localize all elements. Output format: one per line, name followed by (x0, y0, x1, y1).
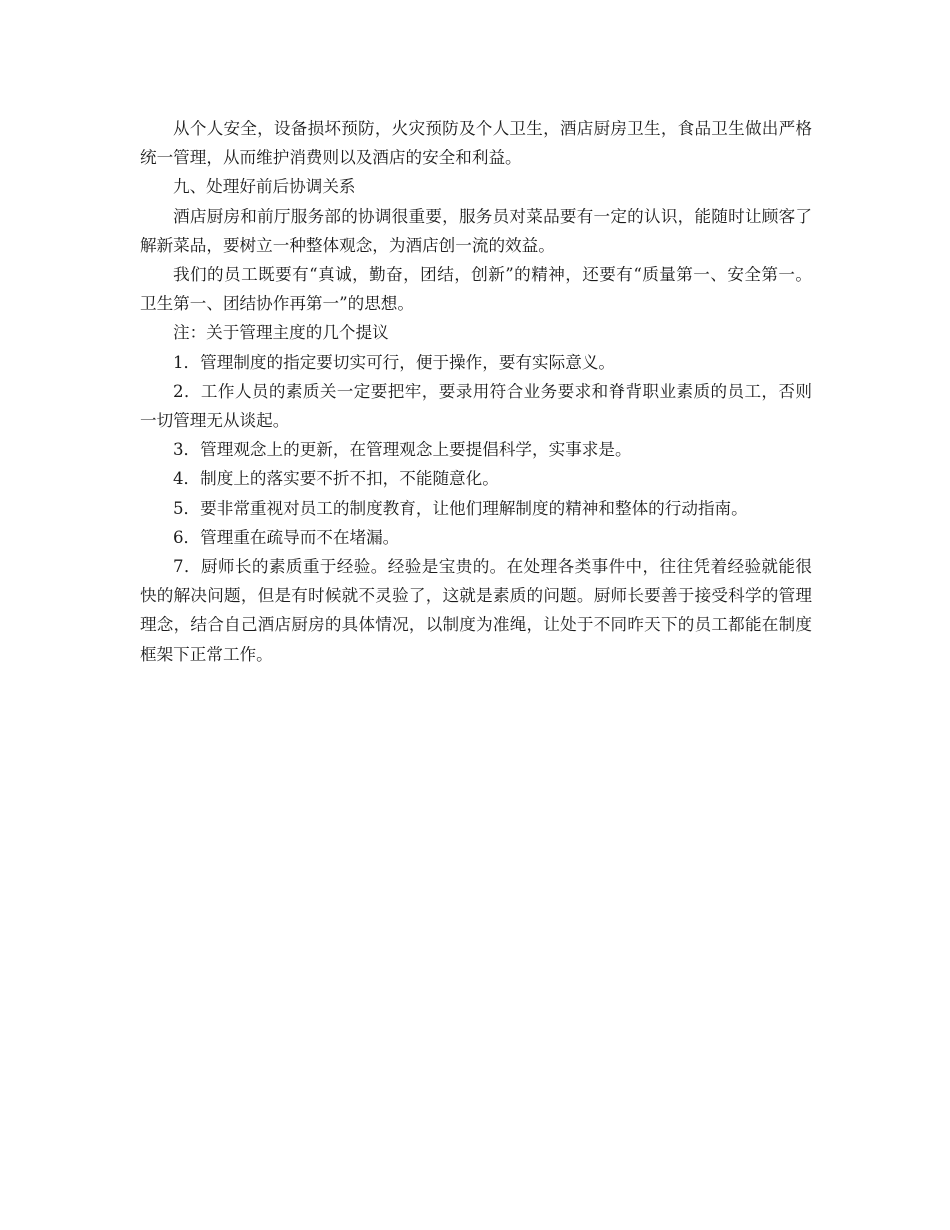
list-item-4: 4．制度上的落实要不折不扣，不能随意化。 (173, 469, 499, 489)
list-item-2: 2．工作人员的素质关一定要把牢，要录用符合业务要求和脊背职业素质的员工，否则一切管理无从谈起。 (140, 381, 812, 431)
list-item-7: 7．厨师长的素质重于经验。经验是宝贵的。在处理各类事件中，往往凭着经验就能很快的解决问题，但是有时候就不灵验了，这就是素质的问题。厨师长要善于接受科学的管理理念，结合自己酒店厨房的具体情况，以制度为准绳，让处于不同昨天下的员工都能在制度框架下正常工作。 (140, 557, 812, 664)
paragraph-staff-spirit: 我们的员工既要有“真诚，勤奋，团结，创新”的精神，还要有“质量第一、安全第一。卫生第一、团结协作再第一”的思想。 (140, 265, 812, 314)
note-heading-suggestions: 注：关于管理主度的几个提议 (173, 323, 389, 343)
document-body (140, 114, 812, 669)
list-item-5: 5．要非常重视对员工的制度教育，让他们理解制度的精神和整体的行动指南。 (173, 498, 748, 518)
list-item-3: 3．管理观念上的更新，在管理观念上要提倡科学，实事求是。 (173, 440, 632, 460)
paragraph-safety-management: 从个人安全，设备损坏预防，火灾预防及个人卫生，酒店厨房卫生，食品卫生做出严格统一管理，从而维护消费则以及酒店的安全和利益。 (140, 119, 812, 168)
section-heading-coordination: 九、处理好前后协调关系 (173, 177, 356, 197)
list-item-1: 1．管理制度的指定要切实可行，便于操作，要有实际意义。 (173, 352, 615, 372)
paragraph-kitchen-front-coordination: 酒店厨房和前厅服务部的协调很重要，服务员对菜品要有一定的认识，能随时让顾客了解新菜品，要树立一种整体观念，为酒店创一流的效益。 (140, 206, 812, 255)
list-item-6: 6．管理重在疏导而不在堵漏。 (173, 527, 400, 547)
